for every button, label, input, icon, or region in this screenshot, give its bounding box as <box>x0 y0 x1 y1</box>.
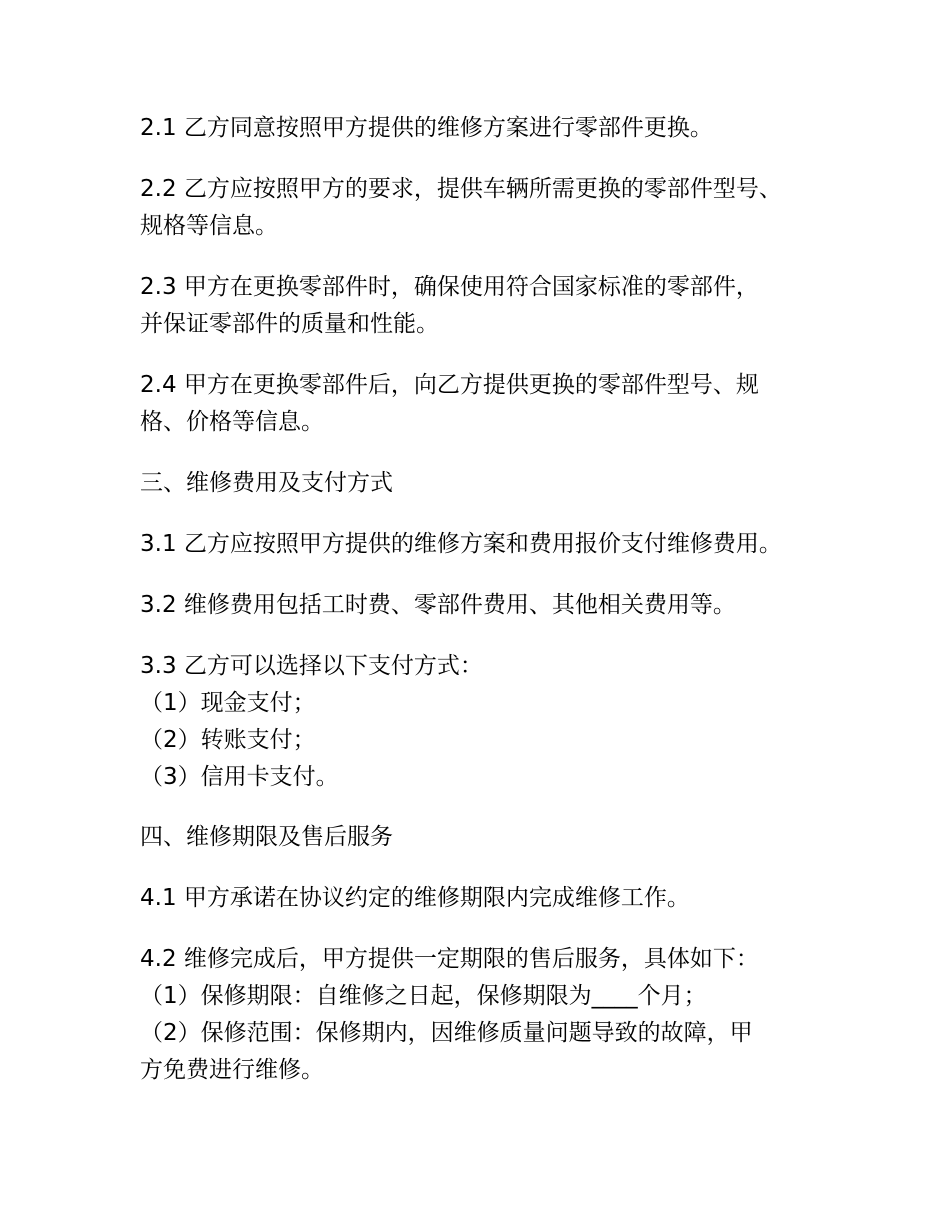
clause-2-1-text: 2.1 乙方同意按照甲方提供的维修方案进行零部件更换。 <box>140 115 713 141</box>
clause-2-2 <box>140 171 830 245</box>
clause-2-2-line-2: 规格等信息。 <box>140 213 278 239</box>
list-item: （1）现金支付； <box>140 690 316 716</box>
list-item: （3）信用卡支付。 <box>140 764 339 790</box>
clause-2-4-line-1: 2.4 甲方在更换零部件后，向乙方提供更换的零部件型号、规 <box>140 372 759 398</box>
clause-3-1 <box>140 526 830 563</box>
clause-4-2 <box>140 941 830 1089</box>
clause-2-3-line-1: 2.3 甲方在更换零部件时，确保使用符合国家标准的零部件， <box>140 274 759 300</box>
list-item: 方免费进行维修。 <box>140 1057 324 1083</box>
clause-4-1 <box>140 880 830 917</box>
clause-2-3-line-2: 并保证零部件的质量和性能。 <box>140 311 439 337</box>
clause-4-2-text: 4.2 维修完成后，甲方提供一定期限的售后服务，具体如下： <box>140 946 759 972</box>
section-heading-4 <box>140 819 830 856</box>
list-item: （1）保修期限：自维修之日起，保修期限为____个月； <box>140 983 707 1009</box>
list-item: （2）保修范围：保修期内，因维修质量问题导致的故障，甲 <box>140 1020 753 1046</box>
clause-3-3-text: 3.3 乙方可以选择以下支付方式： <box>140 653 483 679</box>
clause-2-2-line-1: 2.2 乙方应按照甲方的要求，提供车辆所需更换的零部件型号、 <box>140 176 782 202</box>
clause-3-3 <box>140 648 830 796</box>
clause-2-1 <box>140 110 830 147</box>
clause-3-2 <box>140 587 830 624</box>
clause-3-2-text: 3.2 维修费用包括工时费、零部件费用、其他相关费用等。 <box>140 592 736 618</box>
clause-2-4 <box>140 367 830 441</box>
clause-4-1-text: 4.1 甲方承诺在协议约定的维修期限内完成维修工作。 <box>140 885 690 911</box>
section-heading-3-text: 三、维修费用及支付方式 <box>140 470 393 496</box>
document-body <box>140 110 830 1112</box>
list-item: （2）转账支付； <box>140 727 316 753</box>
section-heading-4-text: 四、维修期限及售后服务 <box>140 824 393 850</box>
clause-2-3 <box>140 269 830 343</box>
clause-3-1-text: 3.1 乙方应按照甲方提供的维修方案和费用报价支付维修费用。 <box>140 531 782 557</box>
clause-2-4-line-2: 格、价格等信息。 <box>140 409 324 435</box>
section-heading-3 <box>140 465 830 502</box>
